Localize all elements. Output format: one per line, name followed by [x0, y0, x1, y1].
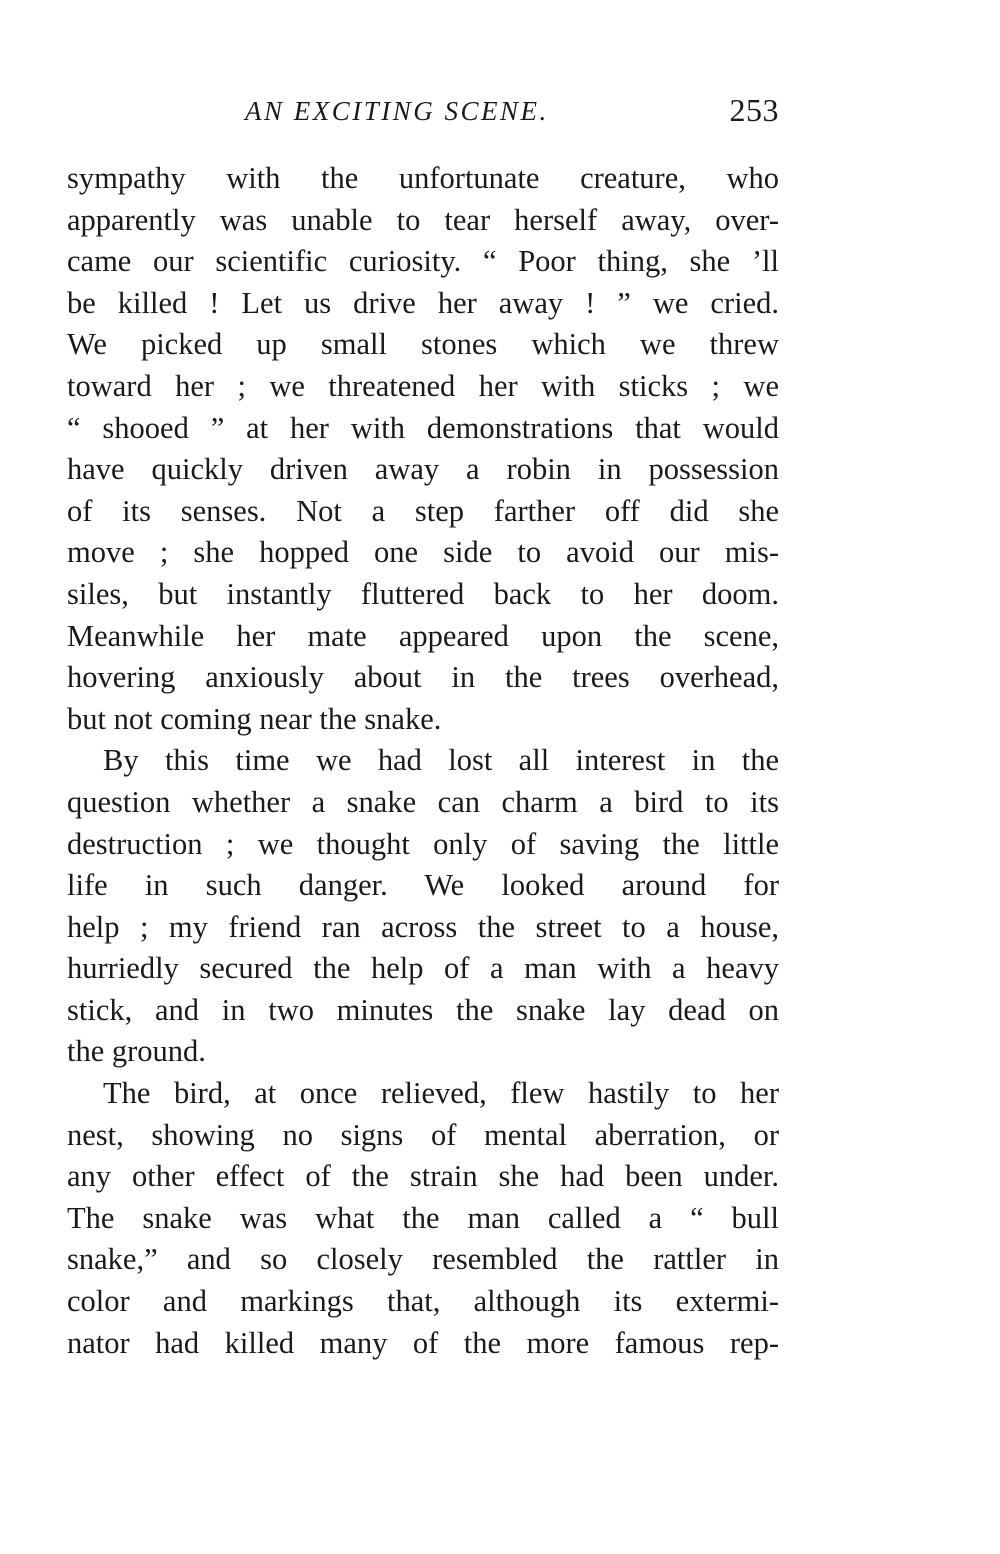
text-line: of its senses. Not a step farther off did she [67, 493, 779, 528]
text-line: have quickly driven away a robin in possession [67, 452, 779, 487]
text-line: stick, and in two minutes the snake lay dead on [67, 992, 779, 1027]
text-line: snake,” and so closely resembled the rattler in [67, 1242, 779, 1277]
running-head [67, 92, 779, 142]
text-line: help ; my friend ran across the street to a house, [67, 909, 779, 944]
paragraph-1 [67, 158, 779, 740]
running-title: AN EXCITING SCENE. [245, 96, 549, 126]
paragraph-2 [67, 740, 779, 1073]
text-line: destruction ; we thought only of saving the little [67, 826, 779, 861]
text-line: the ground. [67, 1034, 206, 1069]
text-line: We picked up small stones which we threw [67, 327, 779, 362]
text-line: question whether a snake can charm a bird to its [67, 784, 779, 819]
text-line: nator had killed many of the more famous rep- [67, 1325, 779, 1360]
text-line: life in such danger. We looked around for [67, 868, 779, 903]
text-line: move ; she hopped one side to avoid our mis- [67, 535, 779, 570]
text-line: color and markings that, although its extermi- [67, 1284, 779, 1319]
text-line: The snake was what the man called a “ bull [67, 1200, 779, 1235]
text-line: nest, showing no signs of mental aberration, or [67, 1117, 779, 1152]
text-line: hurriedly secured the help of a man with a heavy [67, 951, 779, 986]
text-line: hovering anxiously about in the trees overhead, [67, 660, 779, 695]
paragraph-3 [67, 1073, 779, 1364]
text-line: sympathy with the unfortunate creature, who [67, 161, 779, 195]
text-line: Meanwhile her mate appeared upon the scene, [67, 618, 779, 653]
text-line: siles, but instantly fluttered back to her doom. [67, 576, 779, 611]
text-line: The bird, at once relieved, flew hastily to her [103, 1076, 779, 1111]
text-line: apparently was unable to tear herself away, over- [67, 202, 779, 237]
text-line: toward her ; we threatened her with sticks ; we [67, 368, 779, 403]
text-line: but not coming near the snake. [67, 701, 442, 736]
text-line: be killed ! Let us drive her away ! ” we cried. [67, 285, 779, 320]
text-line: By this time we had lost all interest in the [103, 743, 779, 778]
text-line: “ shooed ” at her with demonstrations that would [67, 410, 779, 445]
body-text [67, 158, 779, 1364]
text-line: any other effect of the strain she had been under. [67, 1159, 779, 1194]
page-number: 253 [729, 92, 779, 128]
text-line: came our scientific curiosity. “ Poor thing, she ’ll [67, 244, 779, 279]
